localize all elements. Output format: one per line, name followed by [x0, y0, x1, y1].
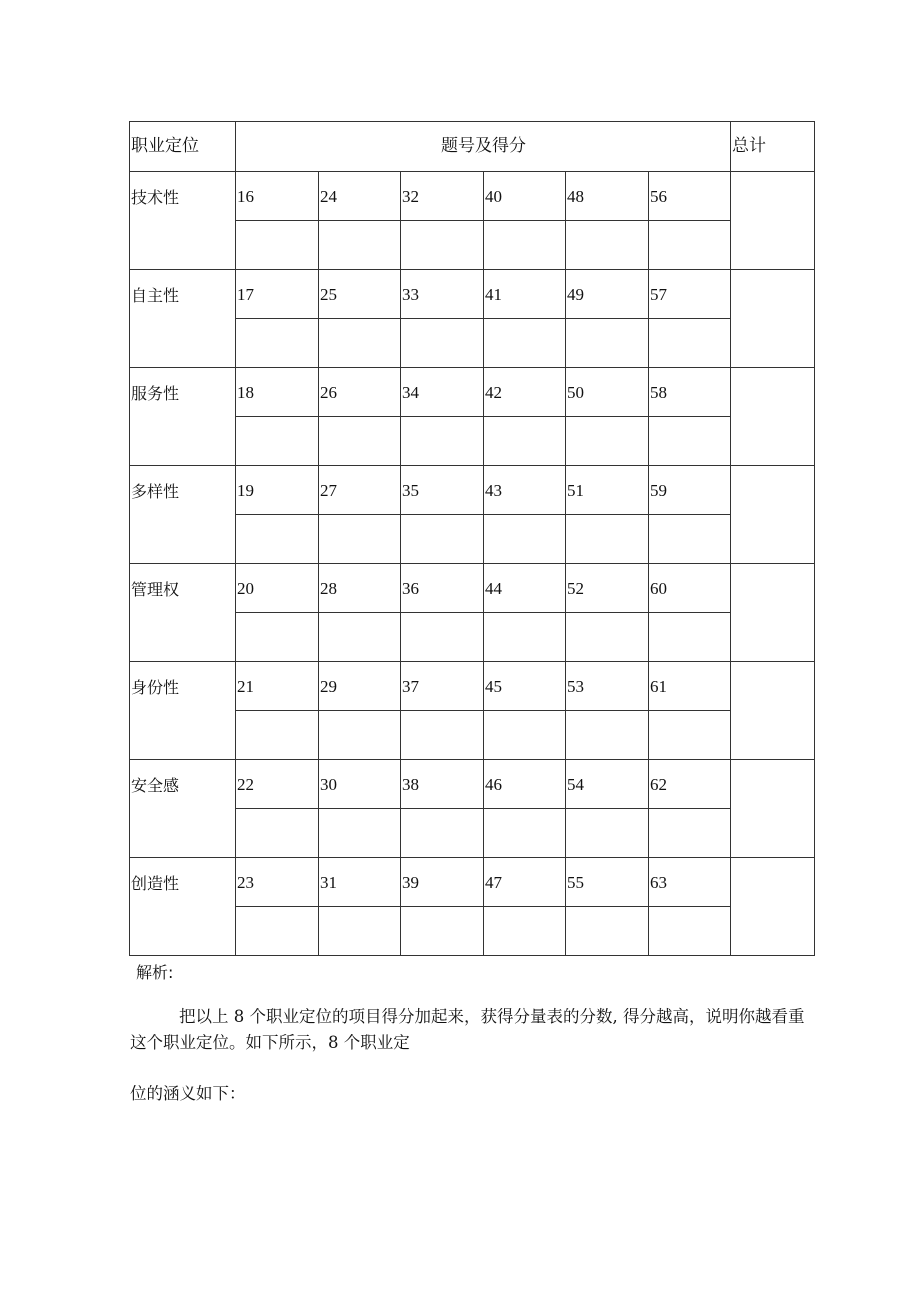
score-entry-cell [401, 417, 484, 466]
career-anchor-text: 服务性 [131, 384, 180, 403]
question-number-cell: 42 [484, 368, 566, 417]
total-score-cell [731, 466, 815, 564]
question-number-cell: 36 [401, 564, 484, 613]
question-number-cell: 19 [236, 466, 319, 515]
question-number-cell: 63 [649, 858, 731, 907]
score-entry-cell [484, 613, 566, 662]
question-number-cell: 16 [236, 172, 319, 221]
score-entry-cell [401, 613, 484, 662]
score-entry-cell [484, 319, 566, 368]
question-number-cell: 39 [401, 858, 484, 907]
score-entry-cell [484, 711, 566, 760]
question-number-cell: 37 [401, 662, 484, 711]
score-entry-cell [236, 711, 319, 760]
score-entry-cell [566, 319, 649, 368]
score-entry-cell [566, 515, 649, 564]
score-entry-cell [484, 417, 566, 466]
score-entry-cell [319, 319, 401, 368]
question-number-cell: 52 [566, 564, 649, 613]
score-entry-cell [649, 613, 731, 662]
question-number-cell: 61 [649, 662, 731, 711]
table-row [130, 760, 815, 809]
score-entry-cell [649, 515, 731, 564]
career-anchor-label [130, 662, 236, 760]
career-anchor-text: 身份性 [131, 678, 180, 697]
career-anchor-text: 多样性 [131, 482, 180, 501]
total-score-cell [731, 662, 815, 760]
total-score-cell [731, 564, 815, 662]
question-number-cell: 22 [236, 760, 319, 809]
question-number-cell: 45 [484, 662, 566, 711]
career-anchor-label [130, 270, 236, 368]
score-entry-cell [236, 319, 319, 368]
total-score-cell [731, 368, 815, 466]
score-entry-cell [319, 711, 401, 760]
question-number-cell: 41 [484, 270, 566, 319]
career-anchor-label [130, 858, 236, 956]
score-entry-cell [401, 711, 484, 760]
score-entry-cell [566, 613, 649, 662]
question-number-cell: 48 [566, 172, 649, 221]
question-number-cell: 21 [236, 662, 319, 711]
score-entry-cell [649, 809, 731, 858]
question-number-cell: 51 [566, 466, 649, 515]
score-entry-cell [484, 515, 566, 564]
score-entry-cell [401, 515, 484, 564]
question-number-cell: 32 [401, 172, 484, 221]
table-row [130, 270, 815, 319]
table-row [130, 564, 815, 613]
score-entry-cell [319, 515, 401, 564]
total-score-cell [731, 760, 815, 858]
score-entry-cell [566, 907, 649, 956]
score-entry-cell [566, 221, 649, 270]
table-row [130, 466, 815, 515]
question-number-cell: 58 [649, 368, 731, 417]
career-anchor-label [130, 760, 236, 858]
question-number-cell: 25 [319, 270, 401, 319]
score-entry-cell [484, 809, 566, 858]
analysis-heading: 解析: [136, 963, 174, 982]
table-row [130, 662, 815, 711]
score-entry-cell [319, 613, 401, 662]
table-row [130, 858, 815, 907]
question-number-cell: 40 [484, 172, 566, 221]
analysis-paragraph-continued: 位的涵义如下： [130, 1084, 246, 1103]
question-number-cell: 49 [566, 270, 649, 319]
question-number-cell: 54 [566, 760, 649, 809]
score-entry-cell [401, 907, 484, 956]
question-number-cell: 28 [319, 564, 401, 613]
score-entry-cell [236, 417, 319, 466]
score-entry-cell [236, 907, 319, 956]
score-entry-cell [319, 417, 401, 466]
table-row [130, 368, 815, 417]
question-number-cell: 56 [649, 172, 731, 221]
question-number-cell: 62 [649, 760, 731, 809]
career-anchor-score-table [129, 121, 815, 956]
score-entry-cell [236, 221, 319, 270]
score-entry-cell [484, 221, 566, 270]
score-entry-cell [649, 907, 731, 956]
total-score-cell [731, 270, 815, 368]
score-entry-cell [319, 809, 401, 858]
score-entry-cell [649, 221, 731, 270]
score-entry-cell [649, 417, 731, 466]
career-anchor-text: 安全感 [131, 776, 180, 795]
header-career-anchor: 职业定位 [130, 122, 236, 172]
score-entry-cell [236, 515, 319, 564]
question-number-cell: 33 [401, 270, 484, 319]
score-entry-cell [236, 809, 319, 858]
question-number-cell: 57 [649, 270, 731, 319]
question-number-cell: 27 [319, 466, 401, 515]
question-number-cell: 60 [649, 564, 731, 613]
question-number-cell: 26 [319, 368, 401, 417]
career-anchor-text: 创造性 [131, 874, 180, 893]
score-entry-cell [401, 319, 484, 368]
score-entry-cell [236, 613, 319, 662]
analysis-paragraph: 把以上 8 个职业定位的项目得分加起来，获得分量表的分数, 得分越高，说明你越看重这个职业定位。如下所示，8 个职业定 [130, 1007, 805, 1052]
career-anchor-label [130, 368, 236, 466]
score-entry-cell [319, 907, 401, 956]
career-anchor-label [130, 172, 236, 270]
question-number-cell: 59 [649, 466, 731, 515]
career-anchor-text: 技术性 [131, 188, 180, 207]
question-number-cell: 47 [484, 858, 566, 907]
career-anchor-text: 自主性 [131, 286, 180, 305]
question-number-cell: 43 [484, 466, 566, 515]
question-number-cell: 53 [566, 662, 649, 711]
question-number-cell: 24 [319, 172, 401, 221]
score-entry-cell [319, 221, 401, 270]
score-entry-cell [566, 809, 649, 858]
header-total: 总计 [731, 122, 815, 172]
career-anchor-label [130, 564, 236, 662]
question-number-cell: 29 [319, 662, 401, 711]
score-entry-cell [401, 221, 484, 270]
score-entry-cell [566, 711, 649, 760]
question-number-cell: 34 [401, 368, 484, 417]
total-score-cell [731, 172, 815, 270]
career-anchor-label [130, 466, 236, 564]
header-item-scores: 题号及得分 [236, 122, 731, 172]
question-number-cell: 55 [566, 858, 649, 907]
score-entry-cell [649, 319, 731, 368]
score-entry-cell [566, 417, 649, 466]
table-row [130, 172, 815, 221]
question-number-cell: 35 [401, 466, 484, 515]
question-number-cell: 50 [566, 368, 649, 417]
question-number-cell: 23 [236, 858, 319, 907]
question-number-cell: 44 [484, 564, 566, 613]
score-entry-cell [401, 809, 484, 858]
score-entry-cell [649, 711, 731, 760]
question-number-cell: 38 [401, 760, 484, 809]
question-number-cell: 17 [236, 270, 319, 319]
table-header-row [130, 122, 815, 172]
question-number-cell: 20 [236, 564, 319, 613]
question-number-cell: 31 [319, 858, 401, 907]
question-number-cell: 18 [236, 368, 319, 417]
career-anchor-text: 管理权 [131, 580, 180, 599]
question-number-cell: 30 [319, 760, 401, 809]
score-entry-cell [484, 907, 566, 956]
total-score-cell [731, 858, 815, 956]
question-number-cell: 46 [484, 760, 566, 809]
